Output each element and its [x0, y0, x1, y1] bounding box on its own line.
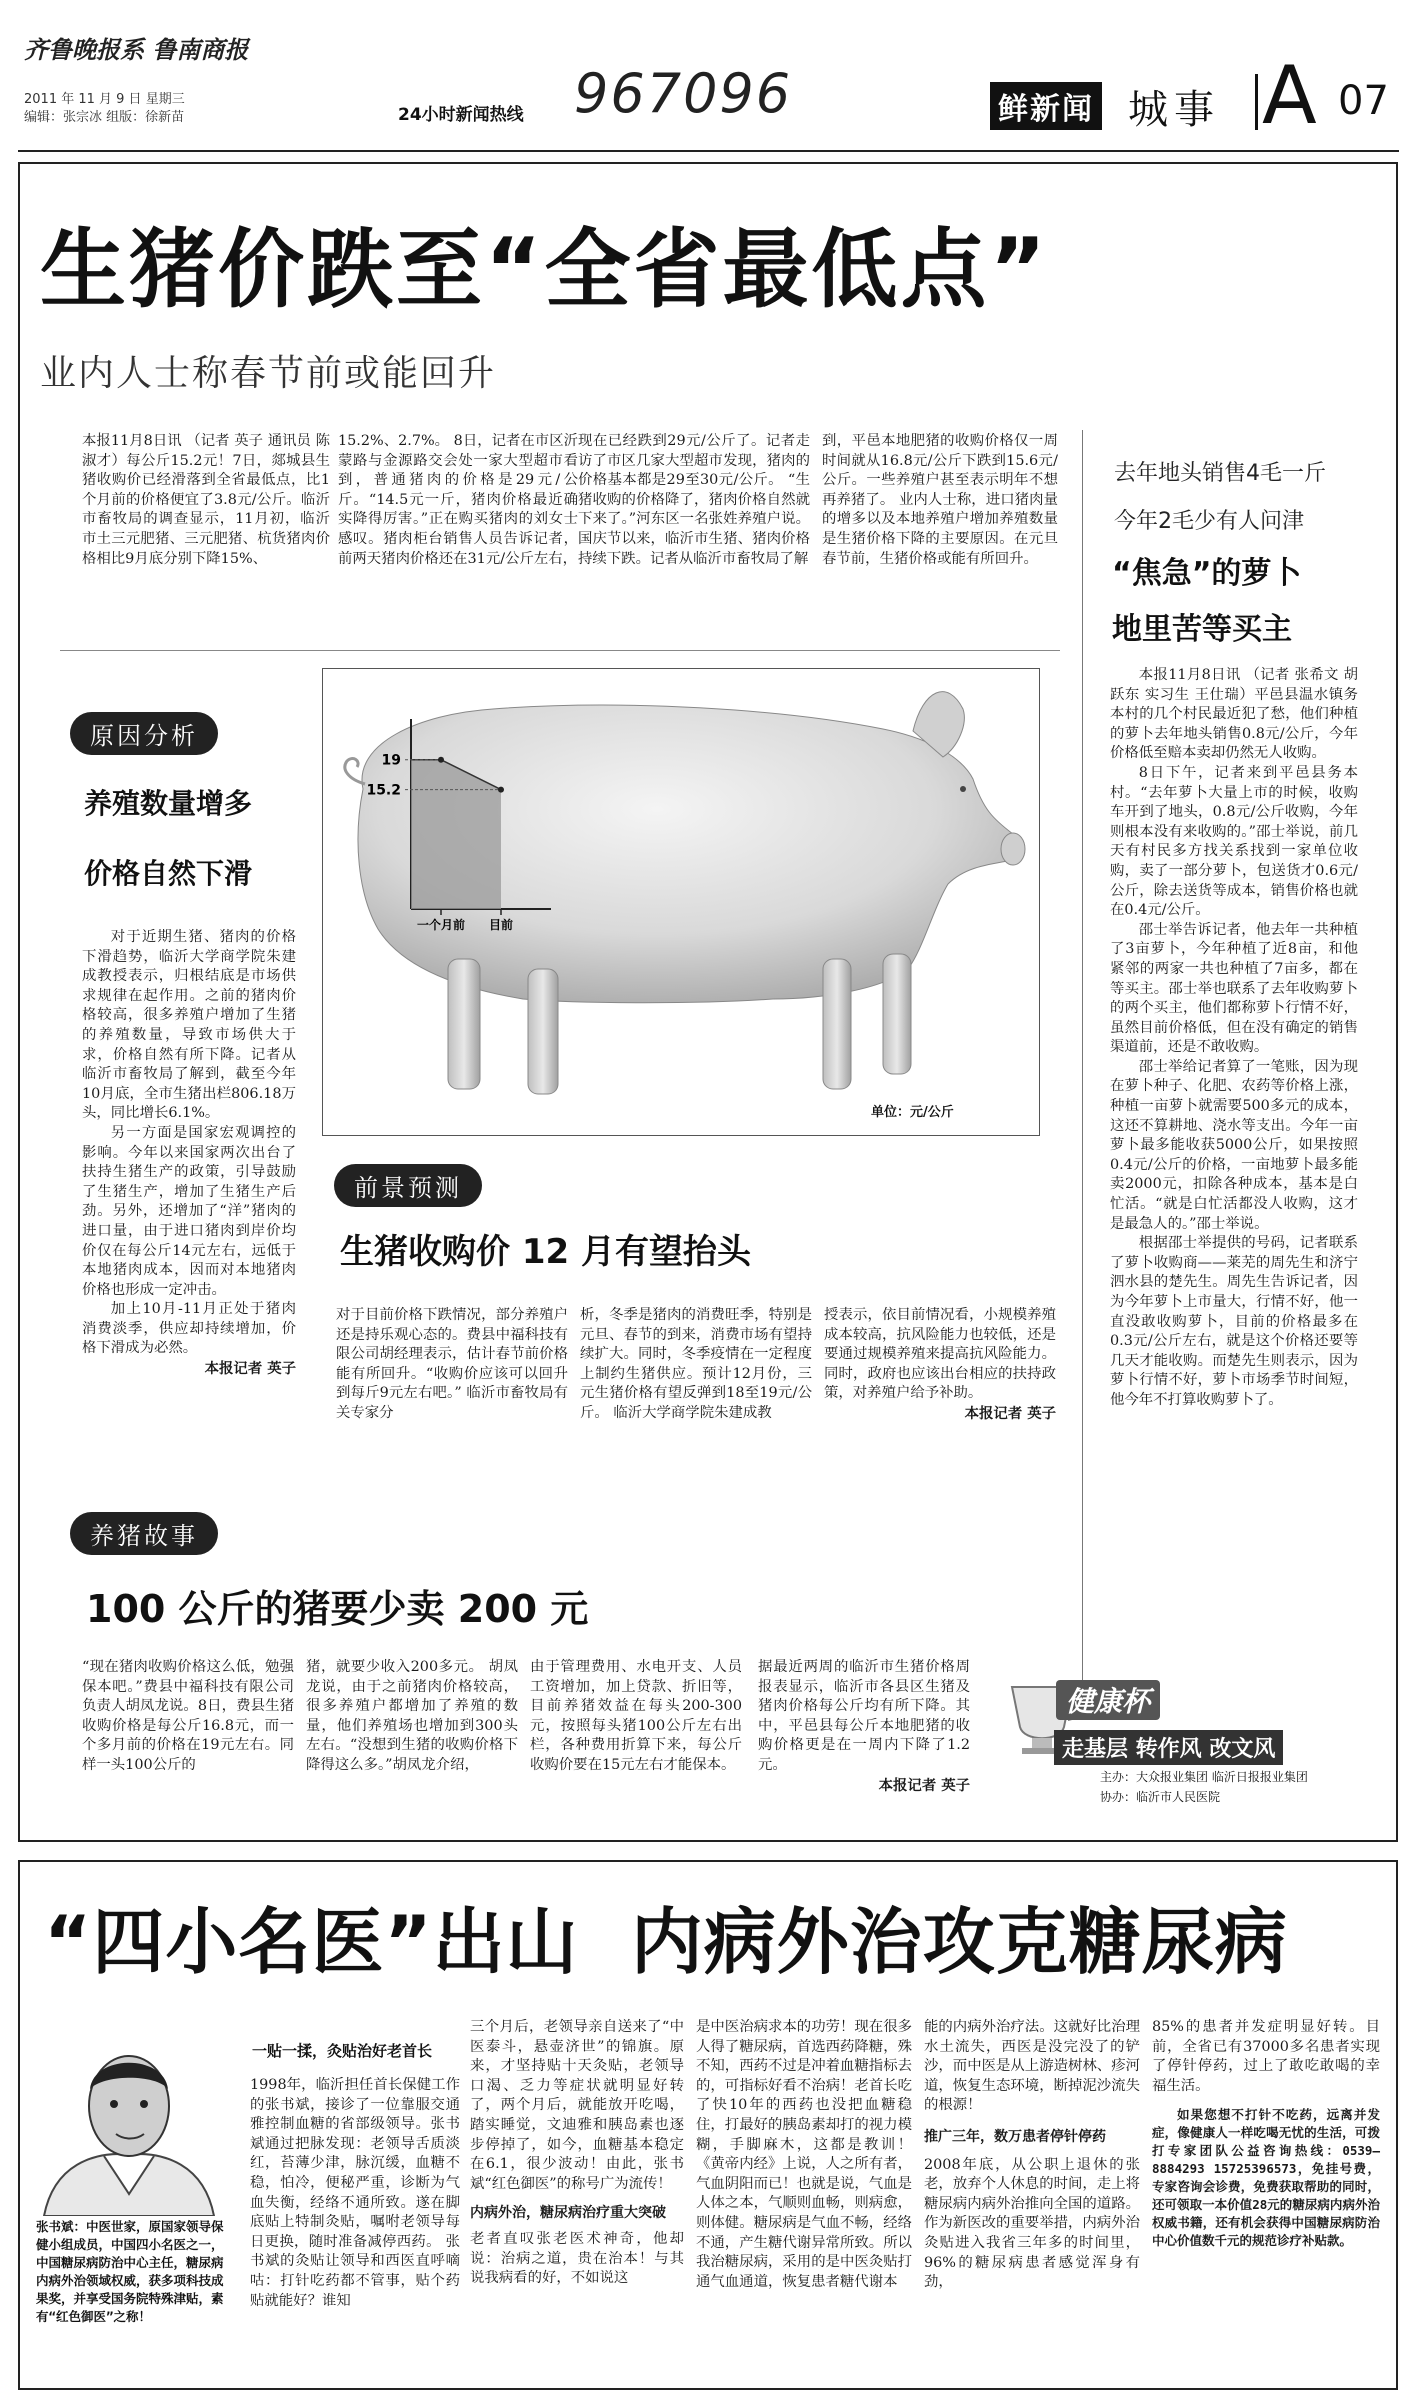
editor-line: 编辑：张宗冰 组版：徐新苗 — [24, 110, 185, 125]
portrait-caption: 张书斌：中医世家，原国家领导保健小组成员，中国四小名医之一，中国糖尿病防治中心主任，糖尿病内病外治领域权威，获多项科技成果奖，并享受国务院特殊津贴，素有“红色御医”之称！ — [36, 2219, 224, 2324]
outlook-col-3-text: 授表示，依目前情况看，小规模养殖成本较高，抗风险能力也较低，还是要通过规模养殖来提高抗风险能力。同时，政府也应该出台相应的扶持政策，对养殖户给予补助。 — [824, 1307, 1056, 1402]
sidebar-kicker-2: 今年2毛少有人问津 — [1114, 509, 1304, 534]
ad-sub-2: 内病外治，糖尿病治疗重大突破 — [470, 2205, 666, 2222]
page-number: 07 — [1338, 78, 1389, 124]
hotline-number: 967096 — [574, 62, 793, 125]
ad-sub-3: 推广三年，数万患者停针停药 — [924, 2128, 1106, 2145]
paper-name: 齐鲁晚报系 鲁南商报 — [24, 36, 249, 64]
health-cup-badge — [992, 1672, 1362, 1812]
lead-subheadline: 业内人士称春节前或能回升 — [40, 353, 497, 394]
ad-col-5-text: 85%的患者并发症明显好转。目前，全省已有37000多名患者实现了停针停药，过上了敢吃敢喝的幸福生活。 — [1152, 2019, 1380, 2094]
ad-col-5 — [1152, 2018, 1380, 2250]
pig-chart-box — [322, 668, 1040, 1136]
section-divider — [1255, 74, 1258, 130]
outlook-byline: 本报记者 英子 — [964, 1404, 1056, 1422]
badge-co: 临沂市人民医院 — [1136, 1790, 1221, 1804]
sidebar-kicker-1: 去年地头销售4毛一斤 — [1114, 461, 1326, 486]
ad-col-4-text: 能的内病外治疗法。这就好比治理水土流失，西医是没完没了的铲沙，而中医是从上游造树林、疹河道，恢复生态环境，断掉泥沙流失的根源！ — [924, 2019, 1140, 2114]
badge-sponsor-label: 主办： — [1100, 1770, 1137, 1784]
sidebar-para-3: 邵士举告诉记者，他去年一共种植了3亩萝卜，今年种植了近8亩，和他紧邻的两家一共也种植了7亩多，都在等买主。邵士举也联系了去年收购萝卜的两个买主，他们都称萝卜行情不好，虽然目前价格低，但在没有确定的销售渠道前，还是不敢收购。 — [1110, 921, 1358, 1056]
tag-outlook: 前景预测 — [334, 1164, 482, 1207]
tag-story: 养猪故事 — [70, 1512, 218, 1555]
ad-col-1: 1998年，临沂担任首长保健工作的张书斌，接诊了一位靠服交通雅控制血糖的省部级领导。张书斌通过把脉发现：老领导舌质淡红，苔薄少津，脉沉缓，血糖不稳，怕冷，便秘严重，诊断为气血失衡，经络不通所致。遂在脚底贴上特制灸贴，嘱咐老领导每日更换，随时准备减停西药。 张书斌的灸贴让领导和西医直呼嘀咕：打针吃药都不管事，贴个药贴就能好？谁知 — [250, 2077, 460, 2309]
ad-col-4 — [924, 2018, 1140, 2293]
lead-rule — [60, 650, 1060, 651]
lead-headline: 生猪价跌至“全省最低点” — [40, 220, 1050, 320]
sidebar-divider — [1082, 430, 1083, 1680]
badge-sponsor-row — [1100, 1768, 1308, 1785]
analysis-byline: 本报记者 英子 — [204, 1360, 296, 1378]
story-col-2: 猪，就要少收入200多元。 胡凤龙说，由于之前猪肉价格较高，很多养殖户都增加了养殖的数量，他们养殖场也增加到300头左右。“没想到生猪的收购价格下降得这么多。”胡凤龙介绍， — [306, 1659, 518, 1773]
analysis-para-2: 另一方面是国家宏观调控的影响。今年以来国家两次出台了扶持生猪生产的政策，引导鼓励了生猪生产，增加了生猪生产后劲。另外，还增加了“洋”猪肉的进口量，由于进口猪肉到岸价均价仅在每公斤14元左右，远低于本地猪肉成本，因而对本地猪肉价格也形成一定冲击。 — [82, 1124, 296, 1298]
chart-point-1 — [498, 787, 504, 793]
ad-col-2 — [470, 2018, 684, 2289]
outlook-col-3 — [824, 1306, 1056, 1424]
lead-col-2: 15.2%、2.7%。 8日，记者在市区沂蒙路与金源路交会处一家大型超市看到，普通猪肉的价格是29元/公斤。“14.5元一斤，猪肉价格最近确实降得厉害。”正在购买猪肉的刘女士感叹。猪肉柜台销售人员告诉记者，前两天猪肉价格还在31元/公斤左右， — [338, 433, 578, 567]
chart-y-tick-0: 19 — [381, 752, 401, 769]
story-col-4 — [758, 1658, 970, 1795]
masthead — [0, 0, 1417, 175]
chart-x-tick-1: 目前 — [488, 918, 514, 932]
ad-col-2-text: 三个月后，老领导亲自送来了“中医泰斗，悬壶济世”的锦旗。原来，才坚持贴十天灸贴，老领导口渴、乏力等症状就明显好转了，两个月后，就能放开吃喝，踏实睡觉，文迪雅和胰岛素也逐步停掉了，如今，血糖基本稳定在6.1，很少波动！由此，张书斌“红色御医”的称号广为流传！ — [470, 2019, 684, 2192]
ad-col-2b-text: 老者直叹张老医术神奇，他却说：治病之道，贵在治本！与其说我病看的好，不如说这 — [470, 2230, 684, 2287]
chart-x-tick-0: 一个月前 — [416, 918, 466, 932]
page-letter: A — [1262, 49, 1317, 142]
story-col-3: 由于管理费用、水电开支、人员工资增加，加上贷款、折旧等，目前养猪效益在每头200-300元，按照每头猪100公斤左右出栏，各种费用折算下来，每公斤收购价要在15元左右才能保本。 — [530, 1659, 742, 1773]
ad-sub-1: 一贴一揉，灸贴治好老首长 — [252, 2042, 433, 2060]
analysis-para-3: 加上10月-11月正处于猪肉消费淡季，供应却持续增加，价格下滑成为必然。 — [82, 1301, 296, 1357]
hotline-label: 24小时新闻热线 — [398, 105, 524, 125]
badge-title: 健康杯 — [1056, 1680, 1160, 1720]
badge-co-row — [1100, 1788, 1220, 1805]
lead-col-1: 本报11月8日讯 （记者 英子 通讯员 陈淑才）每公斤15.2元！7日，郯城县生猪收购价已经滑落到全省最低点，比1个月前的价格便宜了3.8元/公斤。临沂市畜牧局的调查显示，11月初，临沂市土三元肥猪、三元肥猪、杭货猪肉价格相比9月底分别下降15%、 — [82, 433, 330, 567]
sidebar-headline-1: “焦急”的萝卜 — [1112, 556, 1302, 591]
tag-analysis: 原因分析 — [70, 712, 218, 755]
sidebar-para-4: 邵士举给记者算了一笔账，因为现在萝卜种子、化肥、农药等价格上涨，种植一亩萝卜就需要500多元的成本，这还不算耕地、浇水等支出。今年一亩萝卜最多能收获5000公斤，如果按照0.4元/公斤的价格，一亩地萝卜最多能卖2000元，扣除各种成本，基本是白忙活。“就是白忙活都没人收购，这才是最急人的。”邵士举说。 — [1110, 1058, 1358, 1232]
date-line: 2011 年 11 月 9 日 星期三 — [24, 92, 185, 107]
analysis-body — [82, 928, 296, 1379]
doctor-portrait-icon — [24, 2034, 234, 2216]
sidebar-body — [1110, 666, 1358, 1411]
sidebar-para-1: 本报11月8日讯 （记者 张希文 胡跃东 实习生 王仕瑞）平邑县温水镇务本村的几个村民最近犯了愁，他们种植的萝卜去年地头销售0.8元/公斤，今年价格低至赔本卖却仍然无人收购。 — [1110, 667, 1358, 762]
section-tag: 鲜新闻 — [990, 82, 1102, 130]
badge-slogan: 走基层 转作风 改文风 — [1054, 1730, 1283, 1765]
sidebar-para-5: 根据邵士举提供的号码，记者联系了萝卜收购商——莱芜的周先生和济宁泗水县的楚先生。周先生告诉记者，因为今年萝卜上市量大，行情不好，他一直没敢收购萝卜，目前的价格最多在0.3元/公斤左右，就是这个价格还要等几天才能收购。而楚先生则表示，因为萝卜行情不好，萝卜市场季节时间短，他今年不打算收购萝卜了。 — [1110, 1235, 1358, 1408]
outlook-heading: 生猪收购价 12 月有望抬头 — [340, 1232, 751, 1272]
story-col-4-text: 据最近两周的临沂市生猪价格周报表显示，临沂市各县区生猪及猪肉价格每公斤均有所下降。其中，平邑县每公斤本地肥猪的收购价格更是在一周内下降了1.2元。 — [758, 1659, 970, 1773]
price-chart — [323, 669, 1039, 1135]
sidebar-headline-2: 地里苦等买主 — [1112, 612, 1292, 647]
lead-col-3: 现在已经跌到29元/公斤了。记者走访了市区几家大型超市发现，猪肉的价格基本都是29至30元/公斤。 “生猪收购的价格降了，猪肉价格自然就下来了。”河东区一名张姓养殖户说。国庆节以来，临沂市生猪、猪肉价格持续下跌。记者从临沂市畜牧局了解 — [578, 433, 810, 567]
lead-col-4: 到，平邑本地肥猪的收购价格仅一周时间就从16.8元/公斤下跌到15.6元/公斤。一些养殖户甚至表示明年不想再养猪了。 业内人士称，进口猪肉量的增多以及本地养殖户增加养殖数量是生猪价格下降的主要原因。在元旦春节前，生猪价格或能有所回升。 — [822, 433, 1058, 567]
outlook-col-1: 对于目前价格下跌情况，部分养殖户还是持乐观心态的。费县中福科技有限公司胡经理表示，估计春节前价格能有所回升。“收购价应该可以回升到每斤9元左右吧。” 临沂市畜牧局有关专家分 — [336, 1307, 568, 1421]
sidebar-para-2: 8日下午，记者来到平邑县务本村。“去年萝卜大量上市的时候，收购车开到了地头，0.8元/公斤收购，今年则根本没有来收购的。”邵士举说，前几天有村民多方找关系找到一家单位收购，卖了一部分萝卜，包送货才0.6元/公斤，除去送货等成本，销售价格也就在0.4元/公斤。 — [1110, 764, 1358, 919]
chart-point-0 — [438, 757, 444, 763]
chart-y-tick-1: 15.2 — [366, 782, 401, 799]
section-name: 城事 — [1128, 87, 1220, 133]
masthead-rule — [18, 150, 1399, 152]
badge-co-label: 协办： — [1100, 1790, 1137, 1804]
analysis-heading-1: 养殖数量增多 — [84, 787, 253, 820]
ad-headline: “四小名医”出山 内病外治攻克糖尿病 — [44, 1900, 1288, 1984]
analysis-heading-2: 价格自然下滑 — [84, 857, 253, 890]
badge-sponsor: 大众报业集团 临沂日报报业集团 — [1136, 1770, 1308, 1784]
story-col-1: “现在猪肉收购价格这么低，勉强保本吧。”费县中福科技有限公司负责人胡凤龙说。8日，费县生猪收购价格是每公斤16.8元，而一个多月前的价格在19元左右。同样一头100公斤的 — [82, 1659, 294, 1773]
doctor-portrait — [24, 2034, 234, 2216]
ad-col-4b-text: 2008年底，从公职上退休的张老，放弃个人休息的时间，走上将糖尿病内病外治推向全国的道路。作为新医改的重要举措，内病外治灸贴进入我省三年多的时间里，96%的糖尿病患者感觉浑身有劲， — [924, 2156, 1140, 2291]
story-byline: 本报记者 英子 — [878, 1776, 970, 1794]
story-heading: 100 公斤的猪要少卖 200 元 — [86, 1587, 589, 1631]
analysis-para-1: 对于近期生猪、猪肉的价格下滑趋势，临沂大学商学院朱建成教授表示，归根结底是市场供求规律在起作用。之前的猪肉价格较高，很多养殖户增加了生猪的养殖数量，导致市场供大于求，价格自然有所下降。记者从临沂市畜牧局了解到，截至今年10月底，全市生猪出栏806.18万头，同比增长6.1%。 — [82, 929, 296, 1122]
ad-col-3: 是中医治病求本的功劳！现在很多人得了糖尿病，首选西药降糖，殊不知，西药不过是冲着血糖指标去的，可指标好看不治病！老首长吃了快10年的西药也没把血糖稳住，打最好的胰岛素却打的视力模糊，手脚麻木，这都是教训！ 《黄帝内经》上说，人之所有者，气血阴阳而已！也就是说，气血是人体之本，气顺则血畅，则病愈，则体健。糖尿病是气血不畅，经络不通，产生糖代谢异常所致。所以我治糖尿病，采用的是中医灸贴打通气血通道，恢复患者糖代谢本 — [696, 2019, 912, 2290]
ad-col-5b-text: 如果您想不打针不吃药，远离并发症，像健康人一样吃喝无忧的生活，可拨打专家团队公益咨询热线：0539—8884293 15725396573，免挂号费，专家咨询会诊费，免费获取帮助的同时，还可领取一本价值28元的糖尿病内病外治权威书籍，还有机会获得中国糖尿病防治中心价值数千元的规范诊疗补贴款。 — [1152, 2107, 1380, 2249]
outlook-col-2: 析，冬季是猪肉的消费旺季，特别是元旦、春节的到来，消费市场有望持续扩大。同时，冬季疫情在一定程度上制约生猪供应。预计12月份，三元生猪价格有望反弹到18至19元/公斤。 临沂大学商学院朱建成教 — [580, 1307, 812, 1421]
chart-unit-label: 单位：元/公斤 — [871, 1105, 954, 1120]
